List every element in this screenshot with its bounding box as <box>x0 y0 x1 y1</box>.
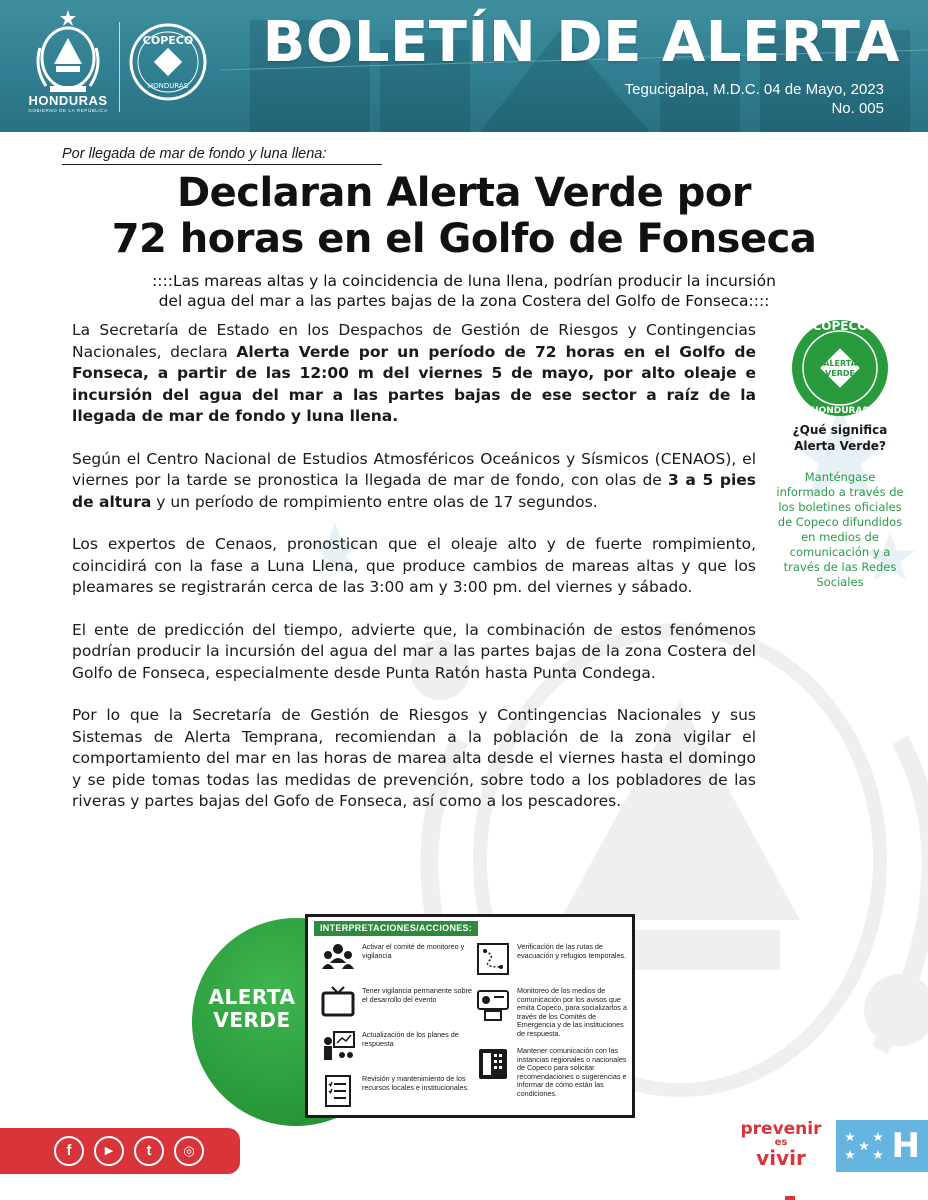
prevenir-es-vivir-logo: prevenir es vivir <box>740 1119 822 1170</box>
interpretations-actions-panel <box>305 914 635 1118</box>
paragraph-5: Por lo que la Secretaría de Gestión de Riesgos y Contingencias Nacionales y sus Sistemas de Alerta Temprana, recomiendan a la población de la zona vigilar el comportamiento del mar en las horas de marea alta desde el viernes hasta el domingo y se pide tomas todas las medidas de prevención, sobre todo a los pobladores de las riveras y partes bajas del Gofo de Fonseca, así como a los pescadores. <box>72 706 756 810</box>
paragraph-3: Los expertos de Cenaos, pronostican que el oleaje alto y de fuerte rompimiento, coincidirá con la fase a Luna Llena, que produce cambios de mareas altas y que los pleamares se registrarán cerca de las 3:00 am y 3:00 pm. del viernes y sábado. <box>72 535 756 596</box>
svg-text:HONDURAS: HONDURAS <box>811 406 869 416</box>
telephone-icon <box>475 1045 511 1081</box>
copeco-alerta-verde-badge-icon <box>790 318 890 418</box>
bulletin-header <box>0 0 928 132</box>
bulletin-place-date: Tegucigalpa, M.D.C. 04 de Mayo, 2023 <box>624 81 884 98</box>
sidebar-question: ¿Qué significa Alerta Verde? <box>792 423 888 453</box>
article-subheadline <box>60 271 868 311</box>
article-headline <box>40 170 888 262</box>
svg-text:COPECO: COPECO <box>142 34 194 47</box>
actions-left-column <box>320 941 475 1117</box>
action-item: Activar el comité de monitoreo y vigilancia <box>320 941 475 985</box>
action-item: Monitoreo de los medios de comunicación por los avisos que emita Copeco, para socializarlos a través de los Comités de Emergencia y de las instituciones de respuesta. <box>475 985 630 1045</box>
article-kicker: Por llegada de mar de fondo y luna llena: <box>62 146 382 165</box>
headline-line-2: 72 horas en el Golfo de Fonseca <box>111 216 817 262</box>
facebook-icon[interactable]: f <box>54 1136 84 1166</box>
paragraph-2: Según el Centro Nacional de Estudios Atmosféricos Oceánicos y Sísmicos (CENAOS), el viernes por la tarde se pronostica la llegada de mar de fondo, con olas de 3 a 5 pies de altura y un período de rompimiento entre olas de 17 segundos. <box>72 449 756 511</box>
bulletin-number: No. 005 <box>831 100 884 117</box>
action-item: Actualización de los planes de respuesta <box>320 1029 475 1073</box>
presentation-board-icon <box>320 1029 356 1065</box>
svg-text:VERDE: VERDE <box>825 369 855 378</box>
paragraph-4: El ente de predicción del tiempo, advierte que, la combinación de estos fenómenos podrían producir la incursión del agua del mar a las partes bajas de la zona Costera del Golfo de Fonseca, especialmente desde Punta Ratón hasta Punta Condega. <box>72 620 756 682</box>
youtube-icon[interactable]: ▶ <box>94 1136 124 1166</box>
honduras-coat-of-arms-icon <box>30 8 106 94</box>
article-body <box>72 320 756 834</box>
svg-text:HONDURAS: HONDURAS <box>147 82 189 90</box>
logo-divider <box>119 22 120 112</box>
flag-stars-icon <box>842 1130 886 1162</box>
action-item: Tener vigilancia permanente sobre el desarrollo del evento <box>320 985 475 1029</box>
svg-text:ALERTA: ALERTA <box>823 359 857 368</box>
subheadline-line-2: del agua del mar a las partes bajas de la zona Costera del Golfo de Fonseca:::: <box>158 292 770 310</box>
flag-h-letter: H <box>891 1126 920 1166</box>
evacuation-route-icon <box>475 941 511 977</box>
actions-right-column <box>475 941 630 1098</box>
header-logos <box>0 0 228 132</box>
action-item: Verificación de las rutas de evacuación y refugios temporales. <box>475 941 630 985</box>
radio-media-icon <box>475 985 511 1021</box>
alert-level-label: ALERTA VERDE <box>208 985 296 1032</box>
committee-people-icon <box>320 941 356 977</box>
copeco-logo-icon <box>128 22 208 102</box>
checklist-icon <box>320 1073 356 1109</box>
headline-line-1: Declaran Alerta Verde por <box>176 170 752 216</box>
actions-panel-header: INTERPRETACIONES/ACCIONES: <box>314 921 478 936</box>
honduras-flag-badge <box>836 1120 928 1172</box>
sidebar-answer: Manténgase informado a través de los boletines oficiales de Copeco difundidos en medios de comunicación y a través de las Redes Sociales <box>776 470 904 589</box>
svg-text:COPECO: COPECO <box>812 319 868 333</box>
instagram-icon[interactable]: ◎ <box>174 1136 204 1166</box>
action-item: Mantener comunicación con las instancias regionales o nacionales de Copeco para solicitar recomendaciones o sugerencias e informar de cómo están las condiciones. <box>475 1045 630 1089</box>
tv-monitor-icon <box>320 985 356 1021</box>
bottom-accent <box>785 1196 795 1200</box>
subheadline-line-1: ::::Las mareas altas y la coincidencia de luna llena, podrían producir la incursión <box>152 272 776 290</box>
bulletin-title: BOLETÍN DE ALERTA <box>262 10 900 75</box>
action-item: Revisión y mantenimiento de los recursos locales e institucionales. <box>320 1073 475 1117</box>
paragraph-1: La Secretaría de Estado en los Despachos de Gestión de Riesgos y Contingencias Nacionales, declara Alerta Verde por un período de 72 horas en el Golfo de Fonseca, a partir de las 12:00 m del viernes 5 de mayo, por alto oleaje e incursión del agua del mar a las partes bajas de ese sector a raíz de la llegada de mar de fondo y luna llena. <box>72 321 756 425</box>
honduras-subtitle: GOBIERNO DE LA REPÚBLICA <box>28 108 108 113</box>
twitter-icon[interactable]: t <box>134 1136 164 1166</box>
honduras-wordmark: HONDURAS <box>28 93 108 108</box>
